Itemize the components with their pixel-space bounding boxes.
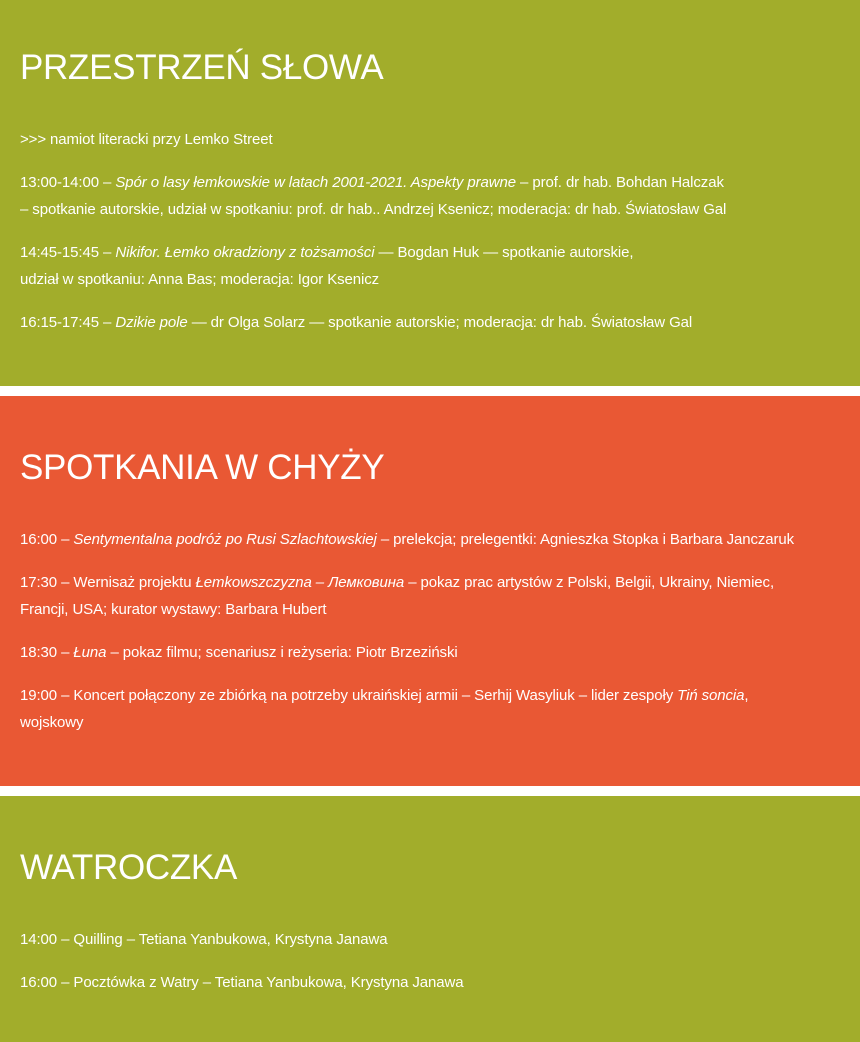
event-text: – pokaz prac artystów z Polski, Belgii, Ukrainy, Niemiec,: [404, 574, 775, 591]
event-title: Nikifor. Łemko okradziony z tożsamości: [115, 244, 375, 261]
event-item: [20, 639, 846, 666]
event-text: — dr Olga Solarz — spotkanie autorskie; moderacja: dr hab. Światosław Gal: [187, 314, 693, 331]
event-text: – pokaz filmu; scenariusz i reżyseria: Piotr Brzeziński: [106, 644, 458, 661]
event-text: >>> namiot literacki przy Lemko Street: [20, 131, 273, 148]
event-title: Dzikie pole: [115, 314, 188, 331]
event-text: 14:45-15:45 –: [20, 244, 116, 261]
event-text: 13:00-14:00 –: [20, 174, 116, 191]
event-text: 16:00 –: [20, 531, 74, 548]
event-item: [20, 126, 846, 153]
section-watroczka: [0, 796, 860, 1042]
event-text: 17:30 – Wernisaż projektu: [20, 574, 196, 591]
event-text: udział w spotkaniu: Anna Bas; moderacja: Igor Ksenicz: [20, 271, 380, 288]
event-item: [20, 926, 846, 953]
event-title: Tiń soncia: [677, 687, 745, 704]
event-item: [20, 682, 846, 736]
event-title: Łuna: [73, 644, 107, 661]
section-title: SPOTKANIA W CHYŻY: [20, 448, 385, 487]
event-item: [20, 526, 846, 553]
section-title: PRZESTRZEŃ SŁOWA: [20, 48, 384, 87]
section-przestrzen-slowa: [0, 0, 860, 386]
event-item: [20, 239, 846, 293]
event-text: – prelekcja; prelegentki: Agnieszka Stopka i Barbara Janczaruk: [376, 531, 795, 548]
event-text: — Bogdan Huk — spotkanie autorskie,: [374, 244, 634, 261]
event-title: Spór o lasy łemkowskie w latach 2001-2021. Aspekty prawne: [115, 174, 516, 191]
event-text: – spotkanie autorskie, udział w spotkaniu: prof. dr hab.. Andrzej Ksenicz; moderacja: dr hab. Światosław Gal: [20, 201, 727, 218]
section-spotkania-w-chyzy: [0, 396, 860, 786]
event-item: [20, 969, 846, 996]
event-list: [20, 926, 846, 996]
event-text: Francji, USA; kurator wystawy: Barbara Hubert: [20, 601, 327, 618]
event-item: [20, 569, 846, 623]
event-title: Łemkowszczyzna – Лемковина: [195, 574, 405, 591]
event-text: 18:30 –: [20, 644, 74, 661]
event-text: – prof. dr hab. Bohdan Halczak: [515, 174, 724, 191]
event-item: [20, 169, 846, 223]
event-text: wojskowy: [20, 714, 84, 731]
event-text: 14:00 – Quilling – Tetiana Yanbukowa, Krystyna Janawa: [20, 931, 388, 948]
event-text: 19:00 – Koncert połączony ze zbiórką na potrzeby ukraińskiej armii – Serhij Wasyliuk – lider zespoły: [20, 687, 678, 704]
section-title: WATROCZKA: [20, 848, 238, 887]
event-text: 16:15-17:45 –: [20, 314, 116, 331]
event-title: Sentymentalna podróż po Rusi Szlachtowskiej: [73, 531, 377, 548]
event-item: [20, 309, 846, 336]
event-text: ,: [744, 687, 749, 704]
event-list: [20, 126, 846, 336]
event-text: 16:00 – Pocztówka z Watry – Tetiana Yanbukowa, Krystyna Janawa: [20, 974, 464, 991]
event-list: [20, 526, 846, 736]
